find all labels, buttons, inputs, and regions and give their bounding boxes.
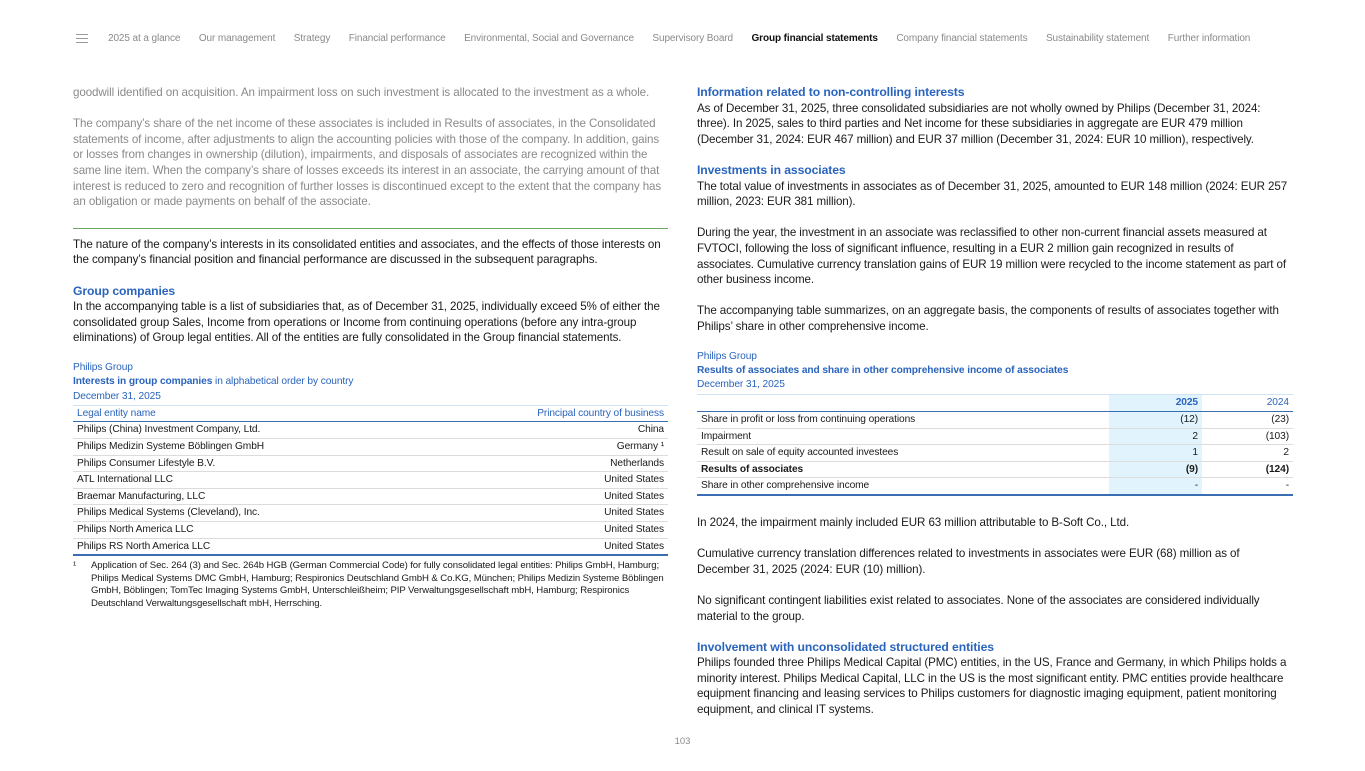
caption-org: Philips Group xyxy=(697,350,757,362)
row-label: Impairment xyxy=(697,428,1109,445)
table-row xyxy=(73,505,668,522)
caption-title-rest: in alphabetical order by country xyxy=(212,376,354,388)
footnote-mark: ¹ xyxy=(73,560,77,572)
nav-item-company-financial-statements[interactable]: Company financial statements xyxy=(896,32,1028,44)
table-row xyxy=(73,422,668,439)
page-number: 103 xyxy=(674,735,691,746)
entity-name: Philips North America LLC xyxy=(73,521,425,538)
group-companies-table xyxy=(73,405,668,556)
nav-item-supervisory-board[interactable]: Supervisory Board xyxy=(652,32,733,44)
header-2024: 2024 xyxy=(1202,395,1293,412)
entity-country: United States xyxy=(604,540,664,552)
entity-country: United States xyxy=(425,472,668,489)
caption-date: December 31, 2025 xyxy=(697,379,785,391)
row-label: Result on sale of equity accounted investees xyxy=(697,445,1109,462)
paragraph-share-net-income: The company’s share of the net income of these associates is included in Results of associates, in the Consolidated statements of income, after adjustments to align the accounting policies with those of the company. In addition, gains or losses from changes in ownership (dilution), impairments, and disposals of associates are recognized within the same line item. When the company’s share of losses exceeds its interest in an associate, the carrying amount of that interest is reduced to zero and recognition of further losses is discontinued except to the extent that the company has an obligation or made payments on behalf of the associate. xyxy=(73,117,662,209)
caption-title xyxy=(73,375,668,389)
paragraph-currency-translation: Cumulative currency translation differences related to investments in associates were EUR (68) million as of December 31, 2025 (2024: EUR (10) million). xyxy=(697,547,1240,576)
hamburger-menu-icon[interactable] xyxy=(76,34,88,43)
entity-country: United States xyxy=(425,505,668,522)
top-navigation xyxy=(76,30,1305,46)
right-column xyxy=(697,85,1293,718)
table-row xyxy=(697,445,1293,462)
nav-item-2025-at-a-glance[interactable]: 2025 at a glance xyxy=(108,32,181,44)
entity-name: Philips (China) Investment Company, Ltd. xyxy=(73,422,425,439)
nav-item-sustainability-statement[interactable]: Sustainability statement xyxy=(1045,32,1150,44)
caption-title: Results of associates and share in other comprehensive income of associates xyxy=(697,364,1069,376)
table-row xyxy=(73,455,668,472)
entity-name: Philips RS North America LLC xyxy=(77,540,211,552)
caption-date: December 31, 2025 xyxy=(73,390,161,402)
entity-country: United States xyxy=(425,521,668,538)
entity-country: United States xyxy=(425,488,668,505)
table-row xyxy=(73,472,668,489)
nav-item-group-financial-statements[interactable]: Group financial statements xyxy=(751,32,878,44)
heading-group-companies: Group companies xyxy=(73,283,176,298)
caption-title-bold: Interests in group companies xyxy=(73,376,213,388)
entity-name: Philips Medical Systems (Cleveland), Inc. xyxy=(73,505,425,522)
paragraph-nature-of-interests: The nature of the company’s interests in its consolidated entities and associates, and the effects of those interests on the company’s financial position and financial performance are discussed in the subsequent paragraphs. xyxy=(73,237,661,267)
nav-item-our-management[interactable]: Our management xyxy=(198,32,276,44)
table-row xyxy=(697,411,1293,428)
heading-non-controlling-interests: Information related to non-controlling interests xyxy=(697,85,965,99)
value-2025: 2 xyxy=(1109,428,1202,445)
results-associates-table xyxy=(697,394,1293,496)
value-2024: - xyxy=(1285,480,1289,492)
entity-name: Philips Consumer Lifestyle B.V. xyxy=(73,455,425,472)
value-2024: (103) xyxy=(1202,428,1293,445)
caption-org: Philips Group xyxy=(73,361,133,373)
table-header-row xyxy=(73,405,668,422)
nav-item-further-information[interactable]: Further information xyxy=(1167,32,1251,44)
paragraph-impairment-2024: In 2024, the impairment mainly included EUR 63 million attributable to B-Soft Co., Ltd. xyxy=(697,515,1130,529)
paragraph-associates-reclassified: During the year, the investment in an associate was reclassified to other non-current financial assets measured at FVTOCI, following the loss of significant influence, resulting in a EUR 2 million gain recognized in results of associates. Cumulative currency translation gains of EUR 19 million were recycled to the income statement as part of other business income. xyxy=(697,226,1286,287)
entity-name: Philips Medizin Systeme Böblingen GmbH xyxy=(73,438,425,455)
group-companies-table-caption xyxy=(73,361,668,404)
heading-unconsolidated-entities: Involvement with unconsolidated structured entities xyxy=(697,639,994,654)
left-column xyxy=(73,85,668,611)
paragraph-associates-total: The total value of investments in associates as of December 31, 2025, amounted to EUR 148 million (2024: EUR 257 million, 2023: EUR 381 million). xyxy=(697,179,1288,209)
value-2024: (124) xyxy=(1202,461,1293,478)
nav-item-esg[interactable]: Environmental, Social and Governance xyxy=(464,32,634,44)
entity-country: China xyxy=(425,422,668,439)
table-row xyxy=(73,488,668,505)
row-label: Share in profit or loss from continuing operations xyxy=(697,411,1109,428)
header-legal-entity: Legal entity name xyxy=(73,405,425,422)
section-divider xyxy=(73,228,668,229)
table-row xyxy=(73,438,668,455)
paragraph-non-controlling-interests: As of December 31, 2025, three consolidated subsidiaries are not wholly owned by Philips (December 31, 2024: three). In 2025, sales to third parties and Net income for these subsidiaries in aggregate are EUR 479 million (December 31, 2024: EUR 467 million) and EUR 37 million (December 31, 2024: EUR 10 million), respectively. xyxy=(697,101,1261,146)
table-row xyxy=(73,538,668,555)
row-label: Share in other comprehensive income xyxy=(701,480,870,492)
entity-name: Braemar Manufacturing, LLC xyxy=(73,488,425,505)
paragraph-group-companies: In the accompanying table is a list of subsidiaries that, as of December 31, 2025, individually exceed 5% of either the consolidated group Sales, Income from operations or Income from continuing operations (before any intra-group eliminations) of Group legal entities. All of the entities are fully consolidated in the Group financial statements. xyxy=(73,300,660,345)
value-2024: 2 xyxy=(1202,445,1293,462)
table-row xyxy=(697,478,1293,495)
header-country: Principal country of business xyxy=(425,405,668,422)
entity-country: Germany ¹ xyxy=(425,438,668,455)
value-2024: (23) xyxy=(1202,411,1293,428)
value-2025: (12) xyxy=(1109,411,1202,428)
results-associates-table-caption xyxy=(697,350,1293,393)
footnote-text: Application of Sec. 264 (3) and Sec. 264b HGB (German Commercial Code) for fully consolidated legal entities: Philips GmbH, Hamburg; Philips Medical Systems DMC GmbH, Hamburg; Respironics Deutschland GmbH & Co.KG, München; Philips Medizin Systeme Böblingen GmbH, Böblingen; TomTec Imaging Systems GmbH, Unterschleißheim; PIP Verwaltungsgesellschaft mbH, Hamburg; Respironics Deutschland Verwaltungsgesellschaft mbH, Herrsching. xyxy=(91,560,664,609)
header-label xyxy=(697,395,1109,412)
paragraph-associates-table-intro: The accompanying table summarizes, on an aggregate basis, the components of results of associates together with Philips’ share in other comprehensive income. xyxy=(697,304,1279,333)
table-footnote xyxy=(73,560,668,610)
paragraph-unconsolidated-entities: Philips founded three Philips Medical Capital (PMC) entities, in the US, France and Germany, in which Philips holds a minority interest. Philips Medical Capital, LLC in the US is the most significant entity. PMC entities provide healthcare equipment financing and leasing services to Philips customers for diagnostic imaging equipment, patient monitoring equipment, and clinical IT systems. xyxy=(697,656,1287,717)
entity-country: Netherlands xyxy=(425,455,668,472)
nav-item-financial-performance[interactable]: Financial performance xyxy=(348,32,446,44)
value-2025: (9) xyxy=(1109,461,1202,478)
entity-name: ATL International LLC xyxy=(73,472,425,489)
nav-item-strategy[interactable]: Strategy xyxy=(293,32,331,44)
value-2025: 1 xyxy=(1109,445,1202,462)
header-2025: 2025 xyxy=(1109,395,1202,412)
heading-investments-in-associates: Investments in associates xyxy=(697,162,846,177)
table-header-row xyxy=(697,395,1293,412)
table-row xyxy=(73,521,668,538)
table-total-row xyxy=(697,461,1293,478)
paragraph-goodwill: goodwill identified on acquisition. An impairment loss on such investment is allocated to the investment as a whole. xyxy=(73,86,650,99)
paragraph-contingent-liabilities: No significant contingent liabilities exist related to associates. None of the associates are considered individually material to the group. xyxy=(697,593,1260,623)
row-label: Results of associates xyxy=(697,461,1109,478)
table-row xyxy=(697,428,1293,445)
value-2025: - xyxy=(1109,478,1202,495)
